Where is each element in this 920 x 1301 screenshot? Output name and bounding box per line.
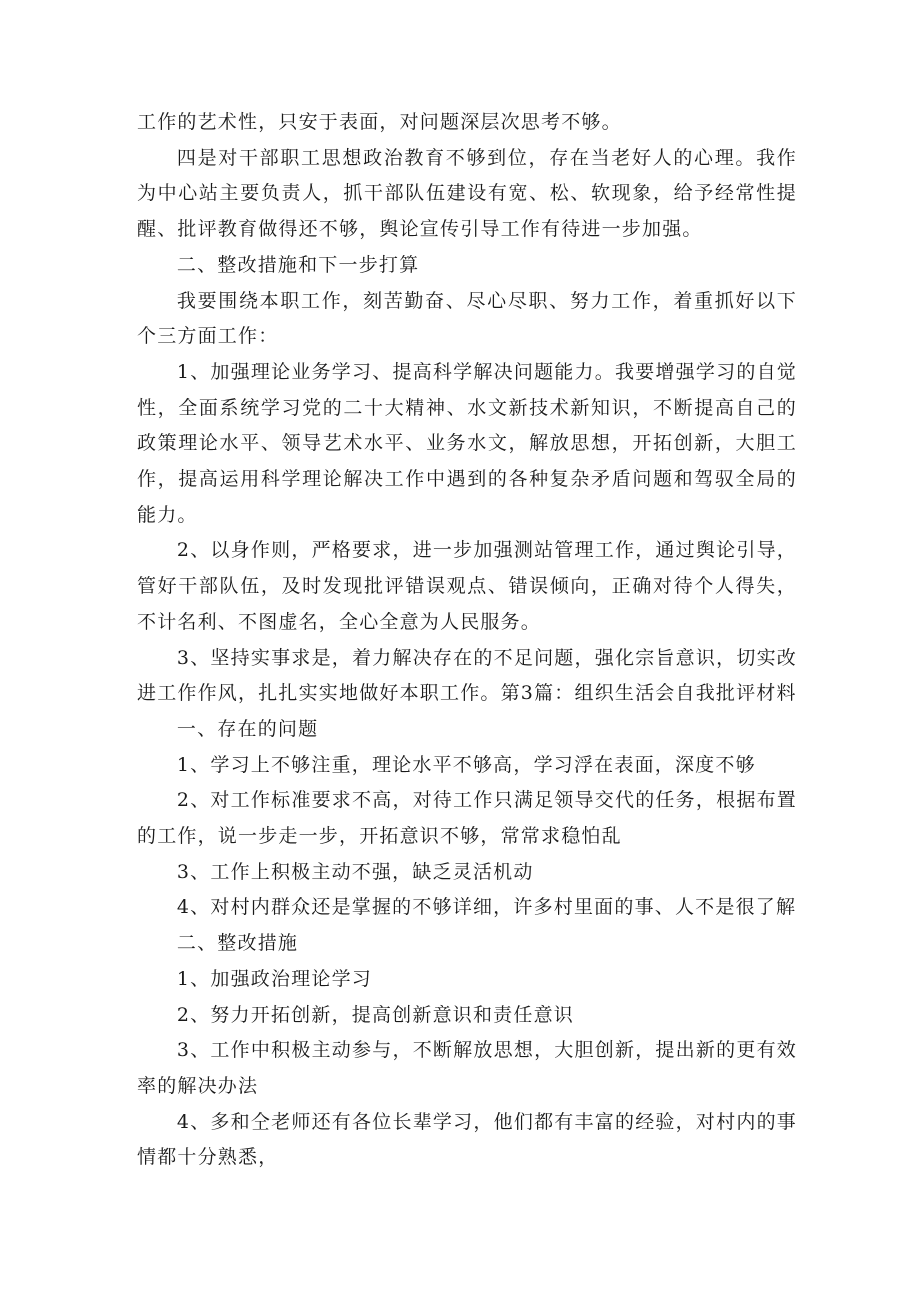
list-item: 2、对工作标准要求不高，对待工作只满足领导交代的任务，根据布置的工作，说一步走一步，开拓意识不够，常常求稳怕乱 <box>137 789 797 848</box>
list-item: 1、加强政治理论学习 <box>176 967 372 990</box>
paragraph: 我要围绕本职工作，刻苦勤奋、尽心尽职、努力工作，着重抓好以下个三方面工作： <box>137 289 797 348</box>
paragraph: 1、加强理论业务学习、提高科学解决问题能力。我要增强学习的自觉性，全面系统学习党的二十大精神、水文新技术新知识，不断提高自己的政策理论水平、领导艺术水平、业务水文，解放思想，开拓创新，大胆工作，提高运用科学理论解决工作中遇到的各种复杂矛盾问题和驾驭全局的能力。 <box>137 360 797 526</box>
paragraph: 工作的艺术性，只安于表面，对问题深层次思考不够。 <box>137 111 622 133</box>
section-heading: 二、整改措施 <box>176 932 299 955</box>
list-item: 2、努力开拓创新，提高创新意识和责任意识 <box>176 1003 574 1026</box>
section-heading: 二、整改措施和下一步打算 <box>176 253 420 276</box>
list-item: 3、工作上积极主动不强，缺乏灵活机动 <box>176 860 534 883</box>
list-item: 3、工作中积极主动参与，不断解放思想，大胆创新，提出新的更有效率的解决办法 <box>137 1039 797 1097</box>
section-heading: 一、存在的问题 <box>176 717 319 740</box>
list-item: 4、多和仝老师还有各位长辈学习，他们都有丰富的经验，对村内的事情都十分熟悉， <box>137 1110 797 1169</box>
list-item: 1、学习上不够注重，理论水平不够高，学习浮在表面，深度不够 <box>176 753 756 776</box>
paragraph: 四是对干部职工思想政治教育不够到位，存在当老好人的心理。我作为中心站主要负责人，抓干部队伍建设有宽、松、软现象，给予经常性提醒、批评教育做得还不够，舆论宣传引导工作有待进一步加强。 <box>137 146 797 241</box>
paragraph: 2、以身作则，严格要求，进一步加强测站管理工作，通过舆论引导，管好干部队伍，及时发现批评错误观点、错误倾向，正确对待个人得失，不计名利、不图虚名，全心全意为人民服务。 <box>137 539 797 633</box>
list-item: 4、对村内群众还是掌握的不够详细，许多村里面的事、人不是很了解 <box>176 896 797 919</box>
document-body <box>137 105 797 1176</box>
paragraph: 3、坚持实事求是，着力解决存在的不足问题，强化宗旨意识，切实改进工作作风，扎扎实实地做好本职工作。第3篇：组织生活会自我批评材料 <box>137 646 797 705</box>
